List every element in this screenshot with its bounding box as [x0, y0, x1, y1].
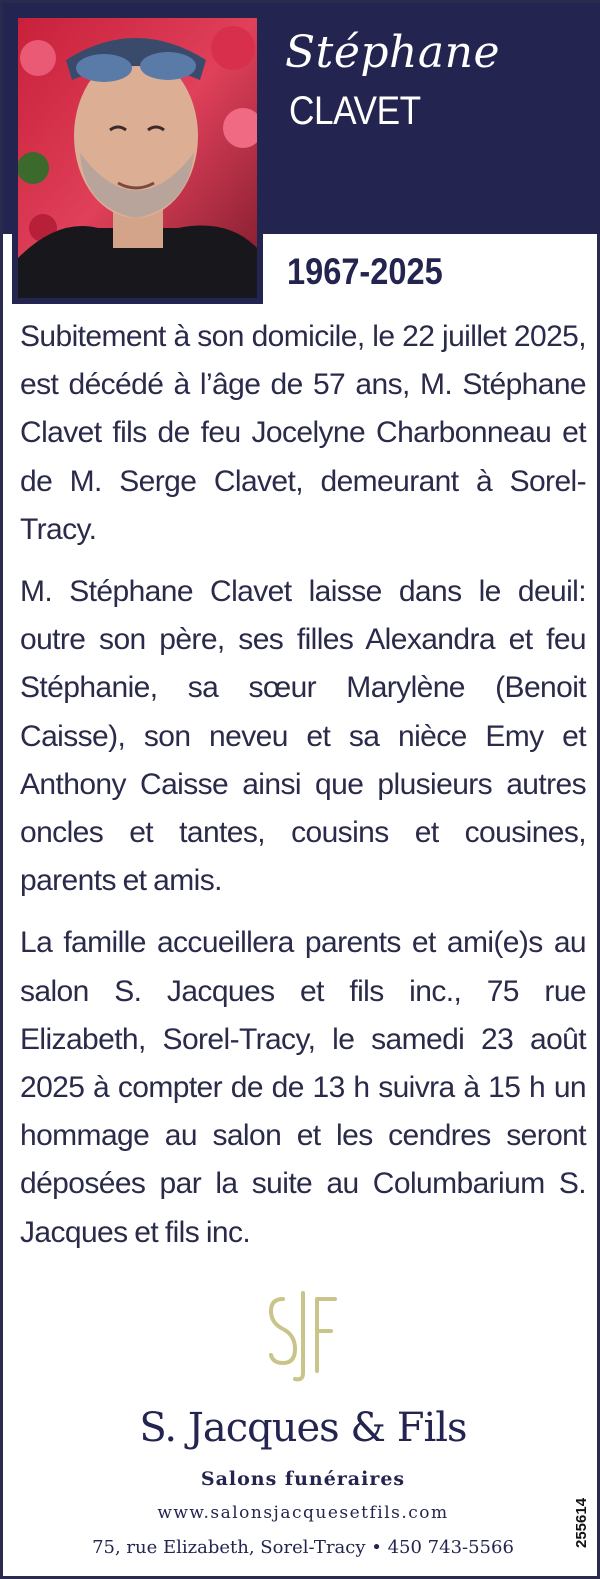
last-name: CLAVET — [289, 89, 421, 133]
portrait-frame — [12, 12, 263, 304]
funeral-home-name: S. Jacques & Fils — [139, 1405, 467, 1451]
paragraph-visitation: La famille accueillera parents et ami(e)s au salon S. Jacques et fils inc., 75 rue Elizabeth, Sorel-Tracy, le samedi 23 août 2025 à compter de de 13 h suivra à 15 h un hommage au salon et les cendres seront déposées par la suite au Columbarium S. Jacques et fils inc. — [20, 926, 586, 1249]
paragraph-survivors: M. Stéphane Clavet laisse dans le deuil: outre son père, ses filles Alexandra et feu Stéphanie, sa sœur Marylène (Benoit Caisse), son neveu et sa nièce Emy et Anthony Caisse ainsi que plusieurs autres oncles et tantes, cousins et cousines, parents et amis. — [20, 575, 586, 898]
ad-number: 255614 — [573, 1497, 590, 1548]
funeral-home-website[interactable]: www.salonsjacquesetfils.com — [157, 1503, 449, 1523]
sjf-monogram-logo — [265, 1289, 341, 1385]
portrait-photo — [18, 18, 257, 298]
obituary-text — [20, 313, 586, 1271]
first-name: Stéphane — [285, 27, 500, 78]
funeral-home-subtitle: Salons funéraires — [200, 1468, 406, 1490]
funeral-home-address: 75, rue Elizabeth, Sorel-Tracy • 450 743-5566 — [92, 1537, 514, 1558]
paragraph-death-notice: Subitement à son domicile, le 22 juillet 2025, est décédé à l’âge de 57 ans, M. Stéphane Clavet fils de feu Jocelyne Charbonneau et de M. Serge Clavet, demeurant à Sorel-Tracy. — [20, 320, 586, 546]
life-years: 1967-2025 — [287, 251, 443, 292]
